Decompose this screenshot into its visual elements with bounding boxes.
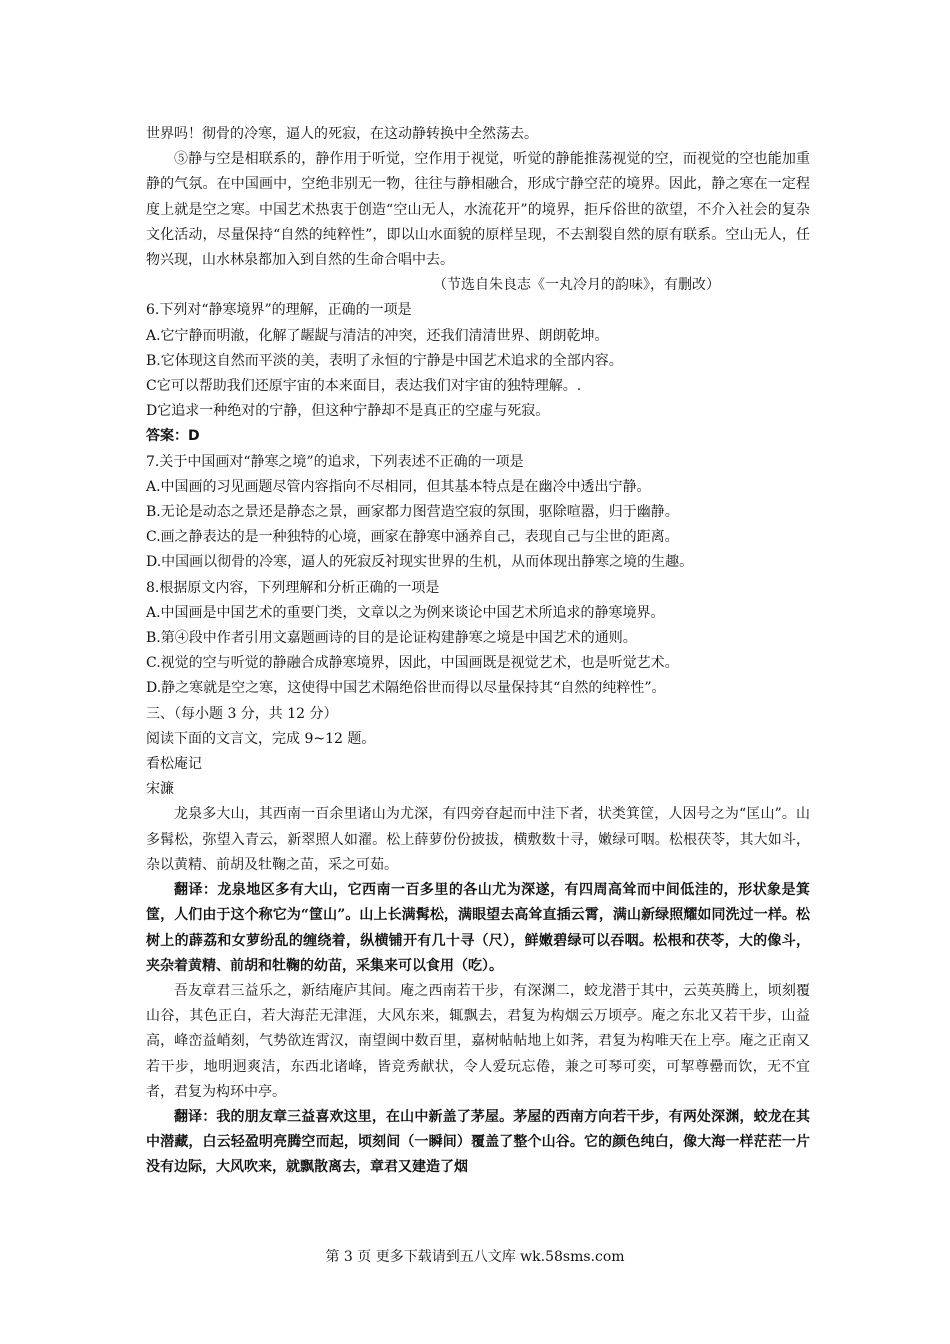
classical-text-author: 宋濂 [146,781,174,798]
classical-text-title: 看松庵记 [146,756,202,773]
question-6-answer: 答案：D [146,428,200,445]
classical-paragraph-1: 龙泉多大山，其西南一百余里诸山为尤深，有四旁昚起而中洼下者，状类箕筐，人因号之为“匡山”。山多髯松，弥望入青云，新翠照人如濯。松上薛萝份份披拔，横敷数十寻，嫩绿可咽。松根茯苓，其大如斗，杂以黄精、前胡及牡鞠之苗，采之可茹。 [146,806,810,873]
question-8-option-b: B.第④段中作者引用文嘉题画诗的目的是论证构建静寒之境是中国艺术的通则。 [146,630,637,647]
question-7-stem: 7.关于中国画对“静寒之境”的追求，下列表述不正确的一项是 [146,453,524,470]
question-6-option-a: A.它宁静而明澈，化解了龌龊与清洁的冲突，还我们清清世界、朗朗乾坤。 [146,327,609,344]
section-3-heading: 三、（每小题 3 分，共 12 分） [146,705,338,722]
question-8-stem: 8.根据原文内容，下列理解和分析正确的一项是 [146,579,440,596]
page-content [146,122,810,1181]
question-8-option-d: D.静之寒就是空之寒，这使得中国艺术隔绝俗世而得以尽量保持其“自然的纯粹性”。 [146,680,666,697]
translation-paragraph-1: 翻译：龙泉地区多有大山，它西南一百多里的各山尤为深遂，有四周高耸而中间低洼的，形状象是箕筐，人们由于这个称它为“筐山”。山上长满髯松，满眼望去高耸直插云霄，满山新绿照耀如同洗过一样。松树上的薜荔和女萝纷乱的缠绕着，纵横铺开有几十寻（尺），鲜嫩碧绿可以吞咽。松根和茯苓，大的像斗，夹杂着黄精、前胡和牡鞠的幼苗，采集来可以食用（吃）。 [146,882,810,974]
section-3-instruction: 阅读下面的文言文，完成 9~12 题。 [146,730,376,747]
question-7-option-d: D.中国画以彻骨的冷寒，逼人的死寂反衬现实世界的生机，从而体现出静寒之境的生趣。 [146,554,694,571]
passage-source: （节选自朱良志《一丸冷月的韵味》，有删改） [433,277,720,294]
question-7-option-b: B.无论是动态之景还是静态之景，画家都力图营造空寂的氛围，驱除喧嚣，归于幽静。 [146,504,679,521]
question-8-option-c: C.视觉的空与听觉的静融合成静寒境界，因此，中国画既是视觉艺术，也是听觉艺术。 [146,655,679,672]
question-6-option-b: B.它体现这自然而平淡的美，表明了永恒的宁静是中国艺术追求的全部内容。 [146,352,623,369]
classical-paragraph-2: 吾友章君三益乐之，新结庵庐其间。庵之西南若干步，有深渊二，蛟龙潜于其中，云英英腾上，顷刻覆山谷，其色正白，若大海茫无津涯，大风东来，辄飘去，君复为构烟云万顷亭。庵之东北又若干步，山益高，峰峦益峭刻，气势欲连霄汉，南望闽中数百里，嘉树帖帖地上如荠，君复为构唯天在上亭。庵之正南又若干步，地明迥爽洁，东西北诸峰，皆竞秀献状，令人爱玩忘倦，兼之可琴可奕，可挈尊罍而饮，无不宜者，君复为构环中亭。 [146,982,810,1100]
passage-continued-line: 世界吗！彻骨的冷寒，逼人的死寂，在这动静转换中全然荡去。 [146,126,538,142]
question-7-option-a: A.中国画的习见画题尽管内容指向不尽相同，但其基本特点是在幽冷中透出宁静。 [146,478,651,495]
question-7-option-c: C.画之静表达的是一种独特的心境，画家在静寒中涵养自己，表现自己与尘世的距离。 [146,529,679,546]
question-6-stem: 6.下列对“静寒境界”的理解，正确的一项是 [146,302,412,319]
question-6-option-c: C它可以帮助我们还原宇宙的本来面目，表达我们对宇宙的独特理解。. [146,378,582,395]
question-8-option-a: A.中国画是中国艺术的重要门类，文章以之为例来谈论中国艺术所追求的静寒境界。 [146,604,665,621]
translation-paragraph-2: 翻译：我的朋友章三益喜欢这里，在山中新盖了茅屋。茅屋的西南方向若干步，有两处深渊，蛟龙在其中潜藏，白云轻盈明亮腾空而起，顷刻间（一瞬间）覆盖了整个山谷。它的颜色纯白，像大海一样茫茫一片没有边际，大风吹来，就飘散离去，章君又建造了烟 [146,1108,810,1176]
page-footer: 第 3 页 更多下载请到五八文库 wk.58sms.com [325,1249,625,1265]
passage-paragraph-5: ⑤静与空是相联系的，静作用于听觉，空作用于视觉，听觉的静能推荡视觉的空，而视觉的空也能加重静的气氛。在中国画中，空绝非别无一物，往往与静相融合，形成宁静空茫的境界。因此，静之寒在一定程度上就是空之寒。中国艺术热衷于创造“空山无人，水流花开”的境界，拒斥俗世的欲望，不介入社会的复杂文化活动，尽量保持“自然的纯粹性”，即以山水面貌的原样呈现，不去割裂自然的原有联系。空山无人，任物兴现，山水林泉都加入到自然的生命合唱中去。 [146,151,810,269]
question-6-option-d: D它追求一种绝对的宁静，但这种宁静却不是真正的空虚与死寂。 [146,403,550,420]
